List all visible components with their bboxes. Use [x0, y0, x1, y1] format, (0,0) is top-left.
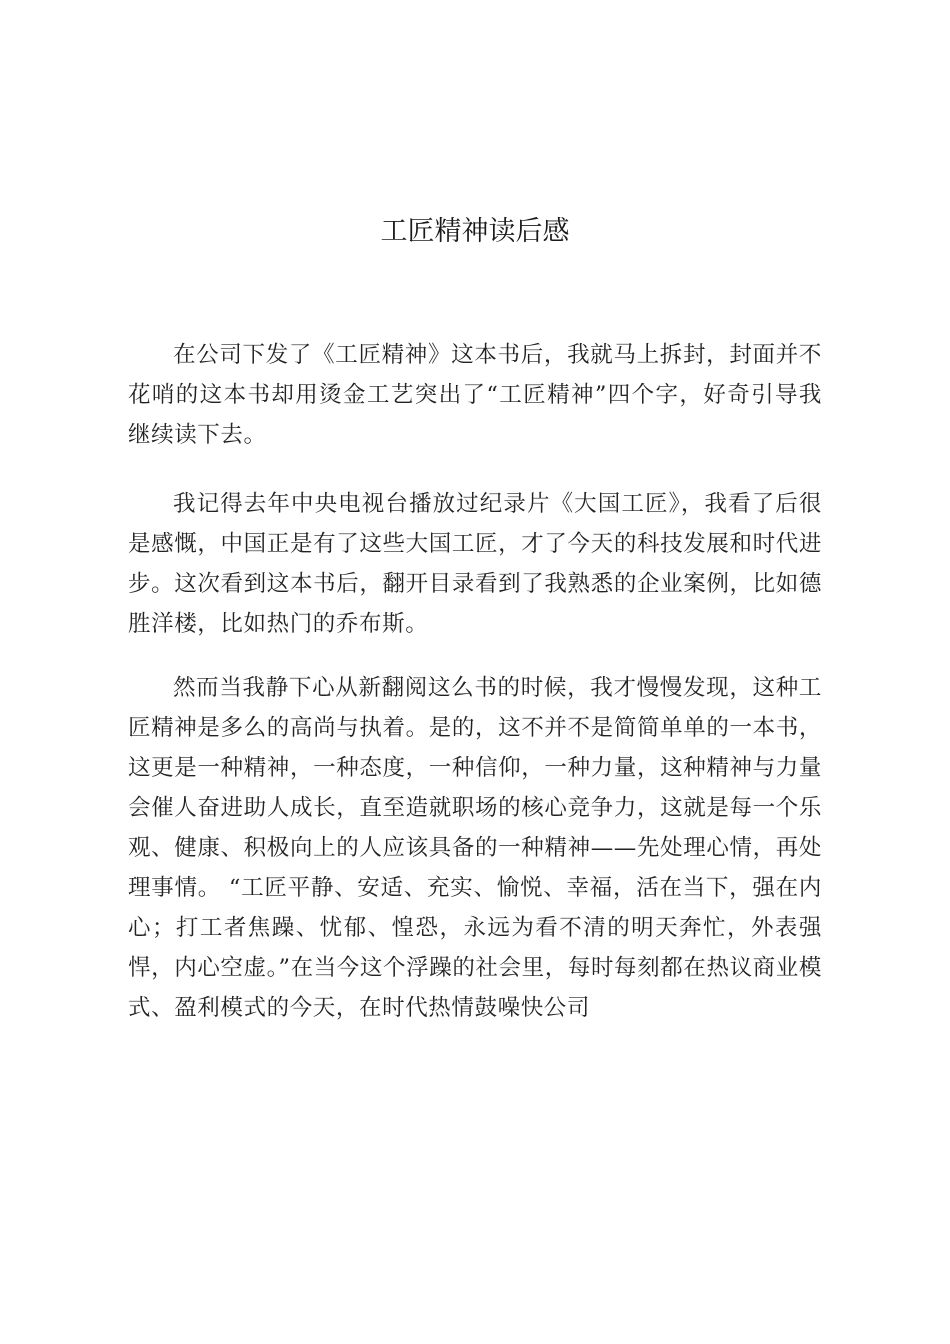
paragraph-1: 在公司下发了《工匠精神》这本书后，我就马上拆封，封面并不花哨的这本书却用烫金工艺突出了“工匠精神”四个字，好奇引导我继续读下去。 [128, 342, 822, 448]
paragraph-3: 然而当我静下心从新翻阅这么书的时候，我才慢慢发现，这种工匠精神是多么的高尚与执着。是的，这不并不是简简单单的一本书，这更是一种精神，一种态度，一种信仰，一种力量，这种精神与力量会催人奋进助人成长，直至造就职场的核心竞争力，这就是每一个乐观、健康、积极向上的人应该具备的一种精神——先处理心情，再处理事情。 “工匠平静、安适、充实、愉悦、幸福，活在当下，强在内心；打工者焦躁、忧郁、惶恐，永远为看不清的明天奔忙，外表强悍，内心空虚。”在当今这个浮躁的社会里，每时每刻都在热议商业模式、盈利模式的今天，在时代热情鼓噪快公司 [128, 675, 822, 1021]
paragraph-2: 我记得去年中央电视台播放过纪录片《大国工匠》，我看了后很是感慨，中国正是有了这些大国工匠，才了今天的科技发展和时代进步。这次看到这本书后，翻开目录看到了我熟悉的企业案例，比如德胜洋楼，比如热门的乔布斯。 [128, 491, 822, 637]
document-title: 工匠精神读后感 [380, 216, 570, 247]
document-body [128, 335, 822, 1057]
